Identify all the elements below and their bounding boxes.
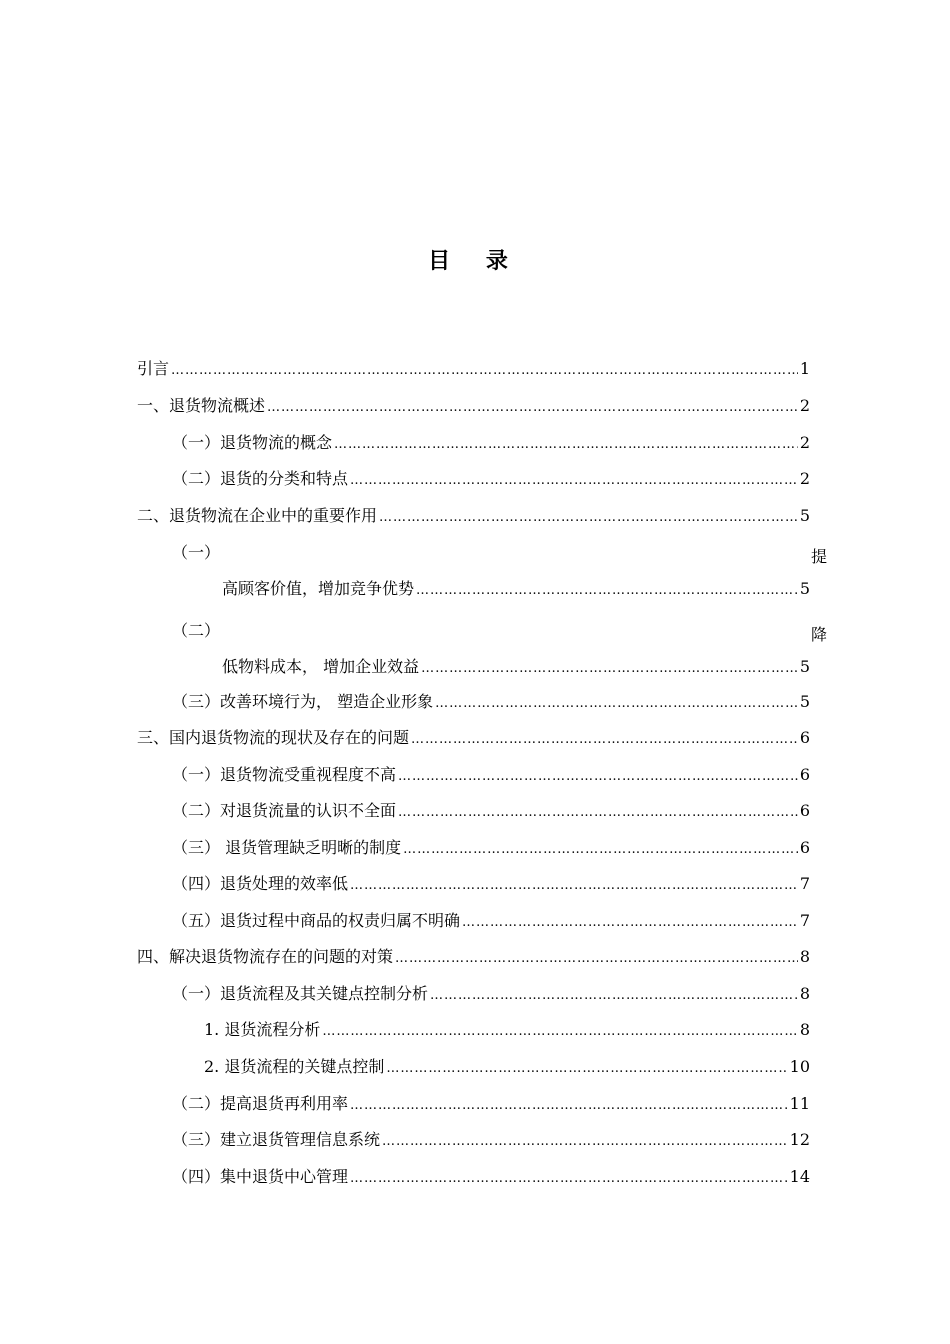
toc-entry-label: （二）提高退货再利用率	[172, 1094, 349, 1113]
toc-entry-label: （一）退货物流的概念	[172, 433, 333, 452]
toc-entry-label: （一）	[172, 543, 221, 562]
toc-entry-page: 5	[799, 657, 810, 676]
toc-entry-label: （四）集中退货中心管理	[172, 1167, 349, 1186]
toc-entry-page: 1	[799, 359, 810, 378]
dot-leader	[386, 1061, 787, 1076]
toc-entry-page: 14	[789, 1167, 810, 1186]
dot-leader	[334, 437, 798, 452]
toc-entry-label: （二）退货的分类和特点	[172, 469, 349, 488]
dot-leader	[411, 732, 798, 747]
toc-entry-label: 三、国内退货物流的现状及存在的问题	[137, 728, 410, 747]
toc-entry[interactable]	[222, 576, 810, 606]
toc-entry[interactable]	[137, 393, 810, 423]
toc-entry-page: 6	[799, 765, 810, 784]
toc-entry-label: （一）退货流程及其关键点控制分析	[172, 984, 429, 1003]
toc-entry-label: （二）对退货流量的认识不全面	[172, 801, 397, 820]
toc-entry-page: 6	[799, 801, 810, 820]
dot-leader	[350, 1098, 788, 1113]
toc-entry-page: 5	[799, 692, 810, 711]
toc-entry-page: 8	[799, 984, 810, 1003]
toc-entry-page: 2	[799, 396, 810, 415]
dot-leader	[350, 1171, 788, 1186]
dot-leader	[395, 951, 798, 966]
toc-entry-label: （一）退货物流受重视程度不高	[172, 765, 397, 784]
toc-entry-label: 引言	[137, 359, 170, 378]
toc-entry[interactable]	[172, 540, 472, 570]
toc-entry[interactable]	[172, 1091, 810, 1121]
toc-entry-wrap-char: 降	[811, 625, 828, 644]
toc-entry-label: 四、解决退货物流存在的问题的对策	[137, 947, 394, 966]
toc-entry-page: 7	[799, 874, 810, 893]
toc-entry[interactable]	[172, 430, 810, 460]
toc-entry[interactable]	[172, 1127, 810, 1157]
toc-entry-label: 1. 退货流程分析	[204, 1020, 321, 1039]
toc-entry-page: 6	[799, 728, 810, 747]
dot-leader	[430, 988, 798, 1003]
dot-leader	[403, 842, 798, 857]
toc-entry[interactable]	[172, 871, 810, 901]
toc-entry[interactable]	[172, 798, 810, 828]
toc-entry-label: （三）改善环境行为， 塑造企业形象	[172, 692, 434, 711]
dot-leader	[416, 583, 798, 598]
toc-entry-page: 2	[799, 433, 810, 452]
toc-entry[interactable]	[172, 908, 810, 938]
toc-entry-wrap-char: 提	[811, 547, 828, 566]
toc-entry-label: 二、退货物流在企业中的重要作用	[137, 506, 378, 525]
toc-entry-page: 12	[789, 1130, 810, 1149]
dot-leader	[462, 915, 798, 930]
dot-leader	[350, 878, 798, 893]
dot-leader	[350, 473, 798, 488]
toc-entry[interactable]	[172, 466, 810, 496]
toc-entry[interactable]	[222, 654, 810, 684]
dot-leader	[322, 1024, 797, 1039]
dot-leader	[398, 805, 798, 820]
toc-entry-label: 一、退货物流概述	[137, 396, 266, 415]
toc-entry[interactable]	[204, 1054, 810, 1084]
dot-leader	[267, 400, 798, 415]
toc-entry-label: （四）退货处理的效率低	[172, 874, 349, 893]
toc-entry-label: （三）建立退货管理信息系统	[172, 1130, 381, 1149]
toc-entry[interactable]	[137, 944, 810, 974]
toc-entry-page: 11	[789, 1094, 810, 1113]
toc-entry[interactable]	[172, 835, 810, 865]
toc-entry-page: 8	[799, 947, 810, 966]
page-title: 目 录	[428, 249, 522, 274]
toc-entry-label: 低物料成本， 增加企业效益	[222, 657, 420, 676]
dot-leader	[382, 1134, 788, 1149]
toc-entry-page: 8	[799, 1020, 810, 1039]
dot-leader	[398, 769, 798, 784]
toc-entry[interactable]	[172, 1164, 810, 1194]
toc-entry[interactable]	[137, 503, 810, 533]
dot-leader	[171, 363, 798, 378]
toc-entry-label: （五）退货过程中商品的权责归属不明确	[172, 911, 461, 930]
toc-entry[interactable]	[137, 356, 810, 386]
toc-entry-label: （三） 退货管理缺乏明晰的制度	[172, 838, 402, 857]
dot-leader	[379, 510, 798, 525]
toc-entry-page: 5	[799, 579, 810, 598]
toc-entry[interactable]	[137, 725, 810, 755]
toc-entry-page: 2	[799, 469, 810, 488]
toc-entry-page: 6	[799, 838, 810, 857]
toc-entry-page: 5	[799, 506, 810, 525]
toc-entry-label: 2. 退货流程的关键点控制	[204, 1057, 385, 1076]
toc-entry-page: 7	[799, 911, 810, 930]
toc-entry[interactable]	[172, 981, 810, 1011]
dot-leader	[421, 661, 798, 676]
toc-entry[interactable]	[172, 762, 810, 792]
toc-entry[interactable]	[172, 618, 472, 648]
toc-entry[interactable]	[204, 1017, 810, 1047]
toc-entry[interactable]	[172, 689, 810, 719]
toc-entry-label: 高顾客价值，增加竞争优势	[222, 579, 415, 598]
toc-entry-page: 10	[789, 1057, 810, 1076]
dot-leader	[435, 696, 798, 711]
toc-entry-label: （二）	[172, 621, 221, 640]
